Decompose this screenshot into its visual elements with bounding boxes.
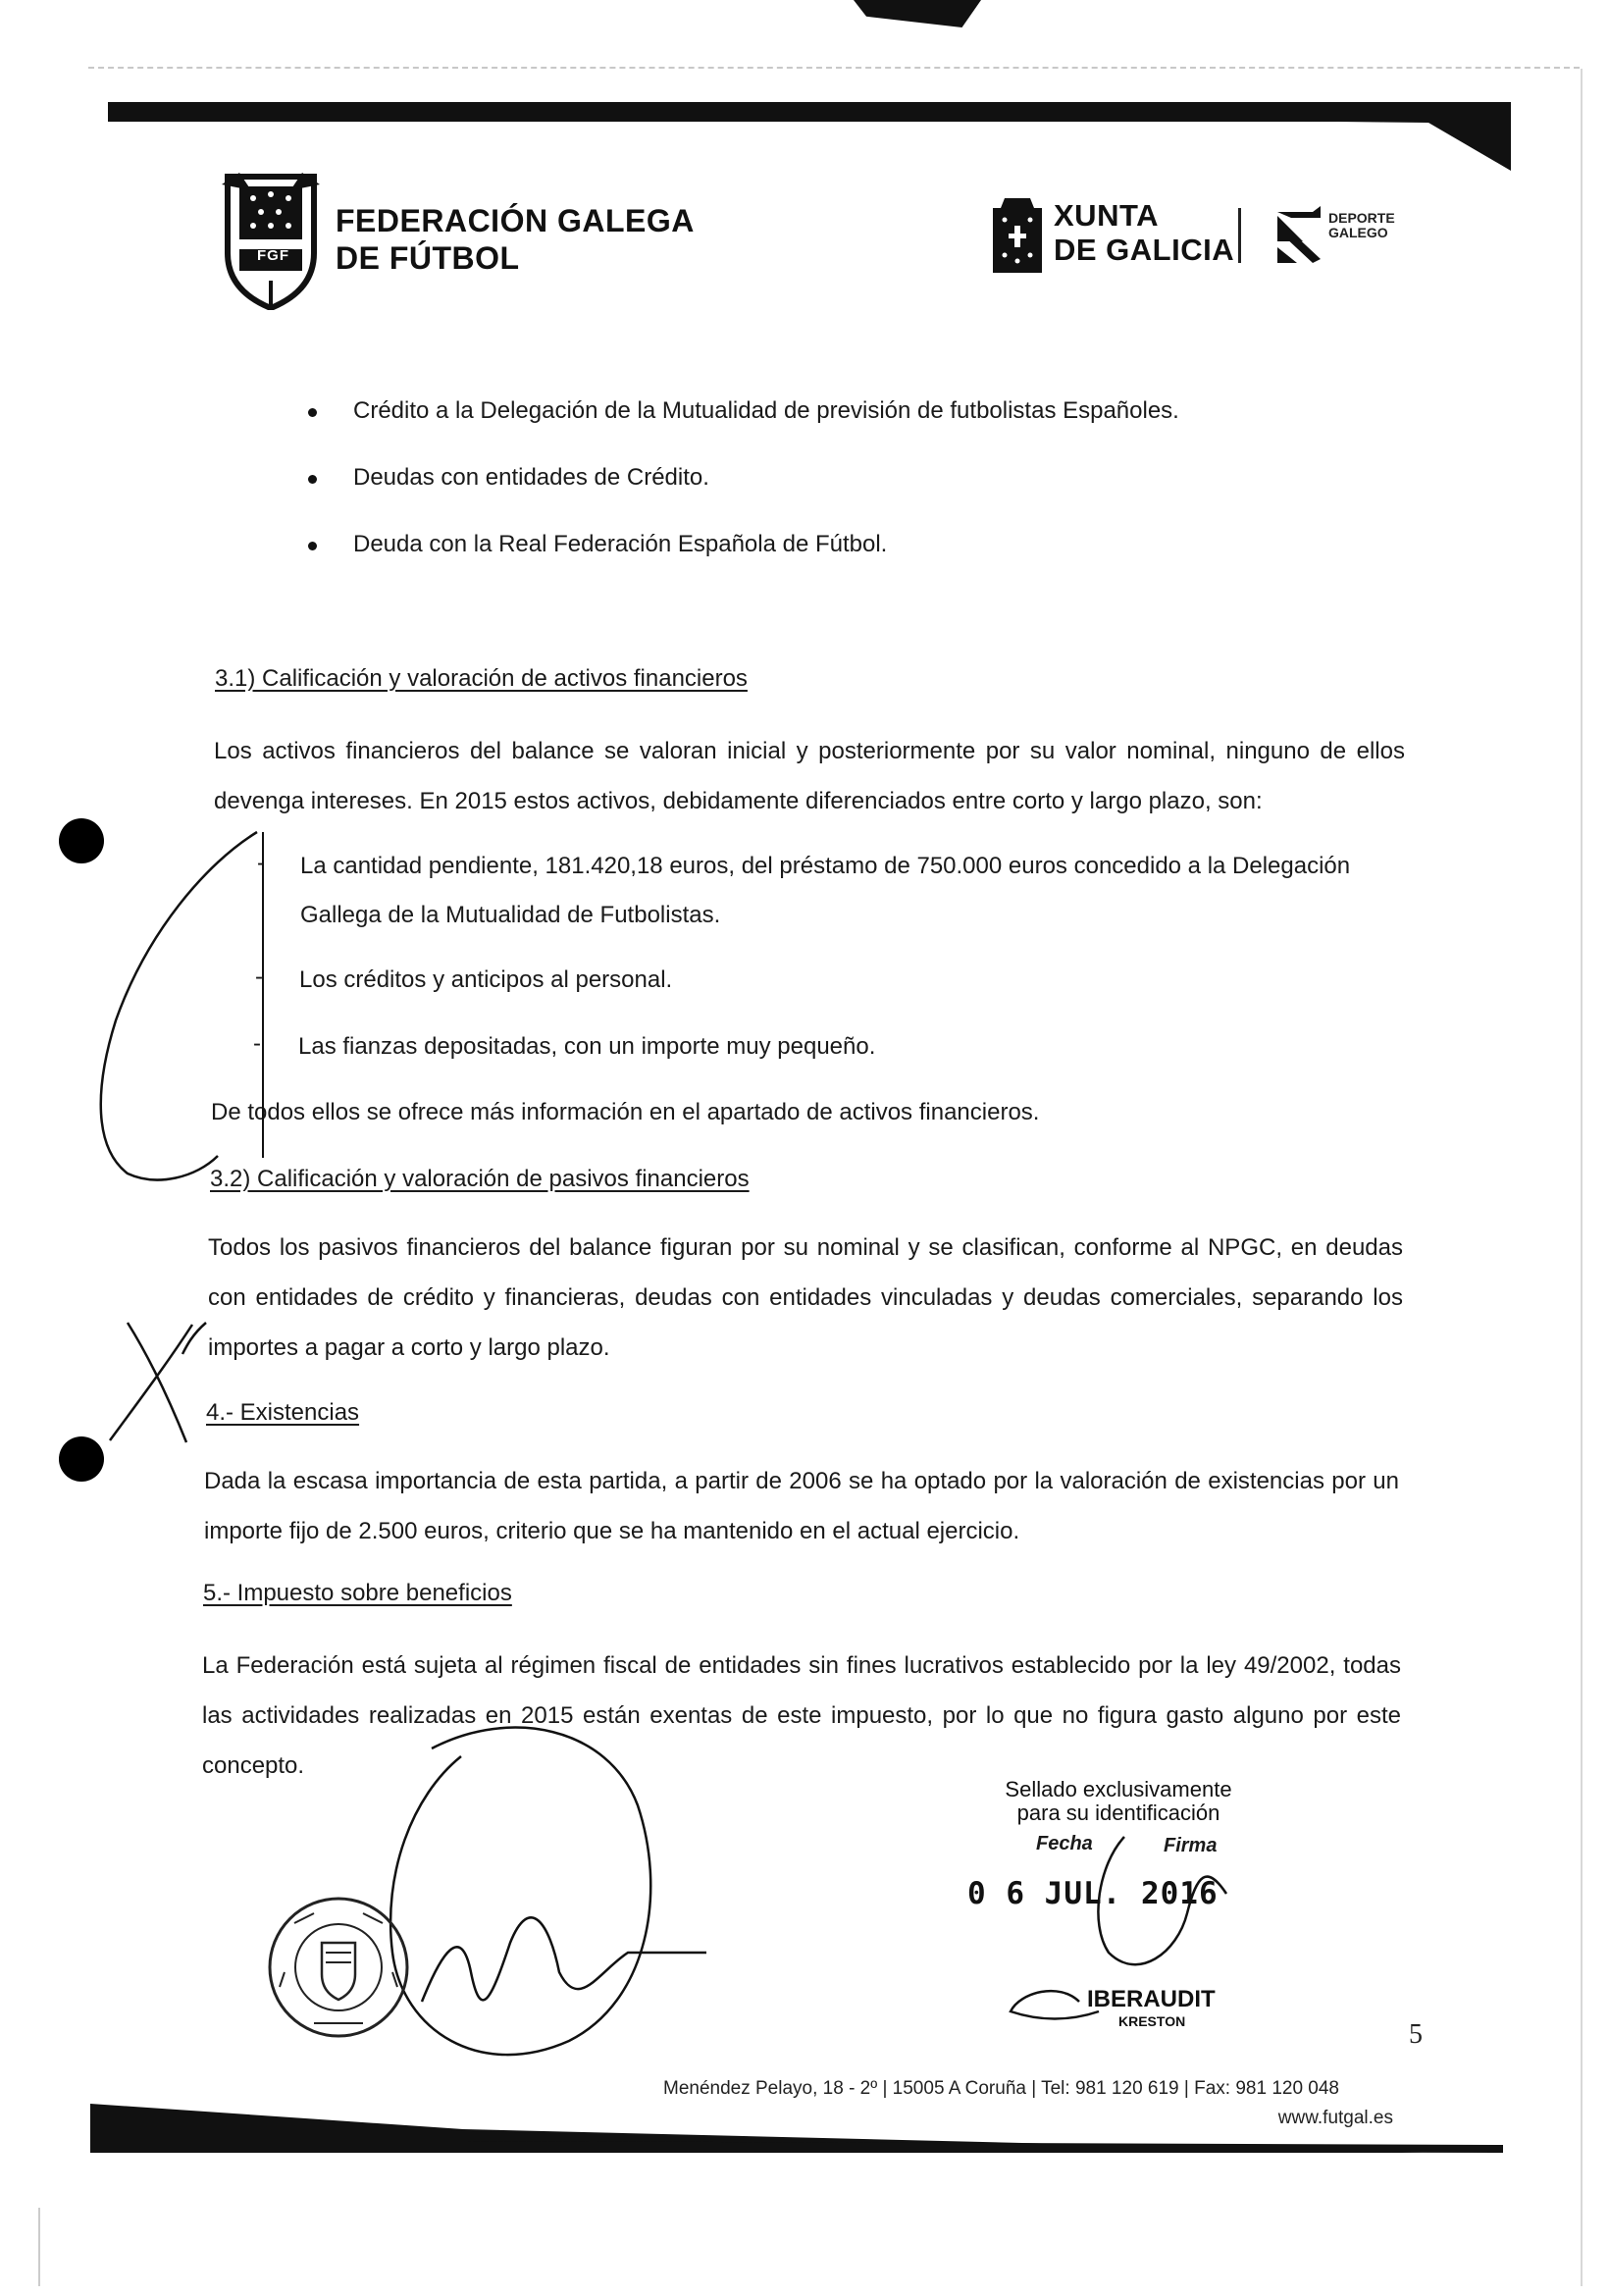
deporte-galego-logo bbox=[1273, 206, 1324, 265]
auditor-network: KRESTON bbox=[1118, 2013, 1186, 2029]
header-bar-wedge bbox=[1305, 102, 1511, 171]
liability-bullet-list bbox=[306, 394, 1385, 595]
list-item: Crédito a la Delegación de la Mutualidad de previsión de futbolistas Españoles. bbox=[306, 394, 1385, 428]
punch-hole bbox=[59, 818, 104, 863]
federation-round-seal bbox=[265, 1894, 412, 2041]
stamp-fecha-label: Fecha bbox=[1036, 1833, 1093, 1854]
section-5-body: La Federación está sujeta al régimen fiscal de entidades sin fines lucrativos establecido por la ley 49/2002, todas las actividades realizadas en 2015 están exentas de este impuesto, por lo que no figura gasto alguno por este concepto. bbox=[202, 1652, 1401, 1779]
signature-stroke bbox=[422, 1917, 706, 2002]
stamp-date: 0 6 JUL. 2016 bbox=[967, 1876, 1219, 1911]
section-3-1-intro: Los activos financieros del balance se valoran inicial y posteriormente por su valor nominal, ninguno de ellos devenga intereses. En 2015 estos activos, debidamente diferenciados entre corto y largo plazo, son: bbox=[214, 738, 1405, 814]
section-3-2-heading: 3.2) Calificación y valoración de pasivos financieros bbox=[210, 1166, 750, 1192]
auditor-firm: IBERAUDIT bbox=[1087, 1986, 1216, 2012]
stamp-firma-label: Firma bbox=[1164, 1835, 1218, 1856]
xunta-line2: DE GALICIA bbox=[1054, 233, 1235, 267]
footer-address: Menéndez Pelayo, 18 - 2º | 15005 A Coruña | Tel: 981 120 619 | Fax: 981 120 048 bbox=[663, 2078, 1340, 2099]
footer-bar bbox=[90, 2104, 1503, 2153]
deporte-line2: GALEGO bbox=[1328, 225, 1388, 240]
fgf-title-line2: DE FÚTBOL bbox=[336, 240, 520, 276]
auditor-initials bbox=[1011, 1991, 1099, 2018]
section-3-1-item-1: La cantidad pendiente, 181.420,18 euros, del préstamo de 750.000 euros concedido a la Delegación Gallega de la Mutualidad de Futbolistas. bbox=[300, 853, 1351, 928]
fgf-title-line1: FEDERACIÓN GALEGA bbox=[336, 203, 695, 238]
section-5-heading: 5.- Impuesto sobre beneficios bbox=[203, 1580, 512, 1606]
xunta-title bbox=[1054, 198, 1234, 267]
deporte-galego-text bbox=[1328, 211, 1395, 240]
list-item: Deuda con la Real Federación Española de Fútbol. bbox=[306, 528, 1385, 561]
deporte-line1: DEPORTE bbox=[1328, 210, 1395, 226]
section-3-1-item-3: Las fianzas depositadas, con un importe muy pequeño. bbox=[298, 1033, 876, 1060]
dash-marker: - bbox=[255, 964, 263, 990]
auditor-stamp-text bbox=[991, 1778, 1246, 1825]
hand-drawn-cross-mark bbox=[110, 1323, 206, 1442]
stamp-line2: para su identificación bbox=[1016, 1800, 1220, 1825]
dash-marker: - bbox=[253, 1030, 261, 1057]
fgf-title bbox=[336, 202, 695, 277]
xunta-crest-logo bbox=[991, 196, 1044, 275]
dash-marker: - bbox=[257, 850, 265, 876]
page-number: 5 bbox=[1409, 2019, 1423, 2050]
section-4-body: Dada la escasa importancia de esta partida, a partir de 2006 se ha optado por la valoración de existencias por un importe fijo de 2.500 euros, criterio que se ha mantenido en el actual ejercicio. bbox=[204, 1468, 1399, 1544]
section-3-1-heading: 3.1) Calificación y valoración de activos financieros bbox=[215, 665, 748, 692]
section-3-1-closing: De todos ellos se ofrece más información en el apartado de activos financieros. bbox=[211, 1099, 1040, 1125]
punch-hole bbox=[59, 1436, 104, 1482]
list-item: Deudas con entidades de Crédito. bbox=[306, 461, 1385, 495]
fgf-shield-logo bbox=[218, 165, 324, 310]
xunta-line1: XUNTA bbox=[1054, 198, 1159, 233]
fgf-badge-text: FGF bbox=[257, 247, 289, 264]
section-3-1-item-2: Los créditos y anticipos al personal. bbox=[299, 966, 673, 993]
stamp-line1: Sellado exclusivamente bbox=[1005, 1777, 1232, 1801]
scan-mark bbox=[854, 0, 981, 27]
footer-website: www.futgal.es bbox=[1277, 2108, 1393, 2128]
logo-separator bbox=[1238, 208, 1241, 263]
section-3-2-body: Todos los pasivos financieros del balance figuran por su nominal y se clasifican, conforme al NPGC, en deudas con entidades de crédito y financieras, deudas con entidades vinculadas y deudas comerciales, separando los importes a pagar a corto y largo plazo. bbox=[208, 1234, 1403, 1361]
header-bar bbox=[108, 102, 1511, 122]
section-4-heading: 4.- Existencias bbox=[206, 1399, 360, 1426]
scan-dotted-line bbox=[88, 67, 1580, 69]
